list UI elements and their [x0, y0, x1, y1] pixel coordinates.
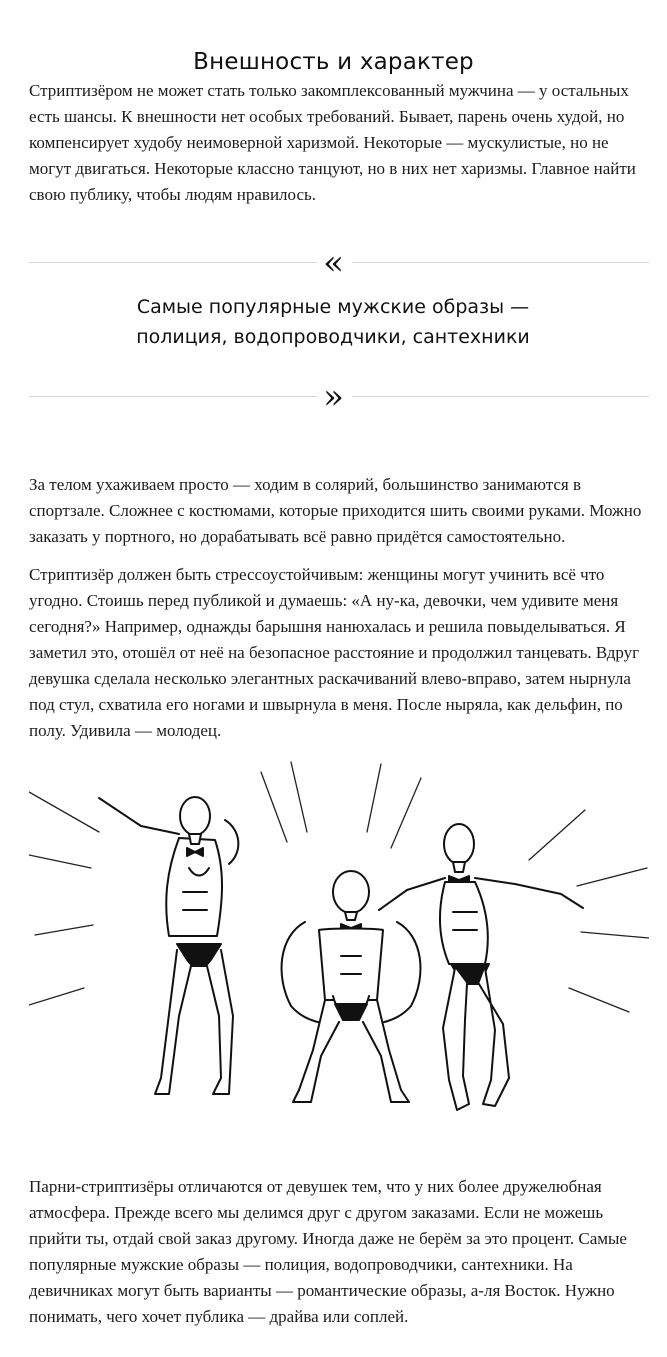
dancer-center [282, 871, 421, 1102]
pull-quote [83, 292, 583, 352]
paragraph: За телом ухаживаем просто — ходим в солярий, большинство занимаются в спортзале. Сложнее с костюмами, которые приходится шить своими руками. Можно заказать у портного, но дорабатывать всё равно придётся самостоятельно. [29, 475, 642, 546]
dancer-left [99, 797, 238, 1094]
quote-close-mark: » [323, 377, 344, 417]
pull-quote-line: Самые популярные мужские образы — [136, 296, 530, 318]
dancers-illustration [29, 760, 649, 1140]
paragraph: Стриптизёр должен быть стрессоустойчивым: женщины могут учинить всё что угодно. Стоишь перед публикой и думаешь: «А ну-ка, девочки, чем удивите меня сегодня?» Например, однажды барышня нанюхалась и решила повыделываться. Я заметил это, отошёл от неё на безопасное расстояние и продолжил танцевать. Вдруг девушка сделала несколько элегантных раскачиваний влево-вправо, затем нырнула под стул, схватила его ногами и швырнула в меня. После ныряла, как дельфин, по полу. Удивила — молодец. [29, 565, 640, 740]
quote-open-mark: « [323, 243, 344, 283]
section-title: Внешность и характер [193, 49, 474, 76]
paragraph: Парни-стриптизёры отличаются от девушек тем, что у них более дружелюбная атмосфера. Прежде всего мы делимся друг с другом заказами. Если не можешь прийти ты, отдай свой заказ другому. Иногда даже не берём за это процент. Самые популярные мужские образы — полиция, водопроводчики, сантехники. На девичниках могут быть варианты — романтические образы, а-ля Восток. Нужно понимать, чего хочет публика — драйва или соплей. [29, 1177, 627, 1326]
paragraph: Стриптизёром не может стать только закомплексованный мужчина — у остальных есть шансы. К внешности нет особых требований. Бывает, парень очень худой, но компенсирует худобу неимоверной харизмой. Некоторые — мускулистые, но не могут двигаться. Некоторые классно танцуют, но в них нет харизмы. Главное найти свою публику, чтобы людям нравилось. [29, 81, 636, 204]
pull-quote-line: полиция, водопроводчики, сантехники [136, 326, 530, 348]
